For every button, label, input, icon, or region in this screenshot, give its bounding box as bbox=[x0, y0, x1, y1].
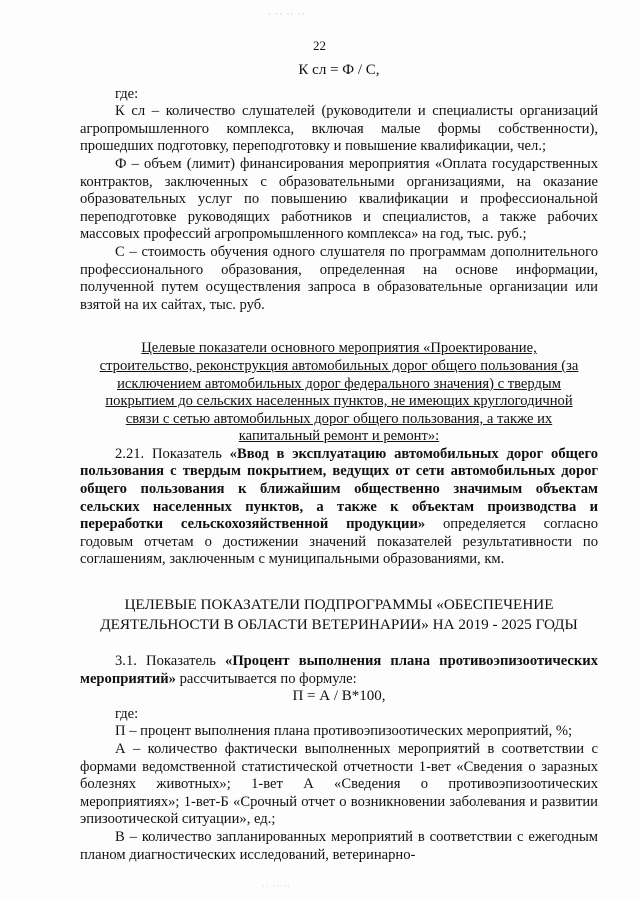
heading-line: ЦЕЛЕВЫЕ ПОКАЗАТЕЛИ ПОДПРОГРАММЫ «ОБЕСПЕЧЕНИЕ bbox=[124, 596, 554, 614]
section-heading-veterinary bbox=[80, 595, 598, 635]
indicator-2-21-rest: определяется согласно годовым отчетам о достижении значений показателей результативности по соглашениям, заключенным с муниципальными образованиями, км. bbox=[80, 516, 598, 568]
definition-ksl: К сл – количество слушателей (руководители и специалисты организаций агропромышленного комплекса, включая малые формы собственности), прошедших подготовку, переподготовку и повышение квалификации, чел.; bbox=[80, 103, 598, 155]
scan-artifact-top: · ·· ·· ·· bbox=[268, 9, 306, 19]
section-heading-roads bbox=[80, 340, 598, 446]
where-label: где: bbox=[115, 85, 139, 102]
formula-p: П = А / В*100, bbox=[292, 688, 386, 705]
heading-line: капитальный ремонт и ремонт»: bbox=[238, 428, 440, 445]
heading-line: связи с сетью автомобильных дорог общего пользования, а также их bbox=[125, 410, 553, 427]
indicator-3-1-title: «Процент выполнения плана противоэпизоотических мероприятий» bbox=[80, 653, 598, 687]
definition-b: В – количество запланированных мероприятий в соответствии с ежегодным планом диагностических исследований, ветеринарно- bbox=[80, 828, 598, 863]
heading-line: Целевые показатели основного мероприятия «Проектирование, bbox=[141, 340, 537, 357]
heading-line: ДЕЯТЕЛЬНОСТИ В ОБЛАСТИ ВЕТЕРИНАРИИ» НА 2019 - 2025 ГОДЫ bbox=[100, 616, 578, 634]
indicator-3-1-prefix: 3.1. Показатель bbox=[115, 653, 226, 670]
heading-line: исключением автомобильных дорог федерального значения) с твердым bbox=[117, 375, 561, 392]
page-number: 22 bbox=[313, 38, 326, 53]
scan-artifact-bottom: ·· ····· bbox=[262, 882, 291, 891]
definition-p: П – процент выполнения плана противоэпизоотических мероприятий, %; bbox=[115, 723, 573, 740]
formula-ksl: К сл = Ф / С, bbox=[298, 62, 380, 78]
where-label: где: bbox=[115, 705, 139, 722]
document-body bbox=[80, 62, 598, 864]
indicator-2-21 bbox=[80, 446, 598, 569]
indicator-2-21-title: «Ввод в эксплуатацию автомобильных дорог общего пользования с твердым покрытием, ведущих от сети автомобильных дорог общего пользования к ближайшим общественно значимым объектам сельских населенных пунктов, а также к объектам производства и переработки сельскохозяйственной продукции» bbox=[80, 445, 599, 533]
definition-c: С – стоимость обучения одного слушателя по программам дополнительного профессионального образования, определенная на основе информации, полученной путем осуществления запроса в образовательные организации или взятой на их сайтах, тыс. руб. bbox=[80, 243, 598, 313]
heading-line: покрытием до сельских населенных пунктов, не имеющих круглогодичной bbox=[105, 393, 573, 410]
indicator-3-1-rest: рассчитывается по формуле: bbox=[175, 670, 357, 687]
heading-line: строительство, реконструкция автомобильных дорог общего пользования (за bbox=[99, 357, 579, 374]
indicator-2-21-prefix: 2.21. Показатель bbox=[115, 445, 230, 462]
definition-a: А – количество фактически выполненных мероприятий в соответствии с формами ведомственной статистической отчетности 1-вет «Сведения о заразных болезнях животных»; 1-вет А «Сведения о противоэпизоотических мероприятиях»; 1-вет-Б «Срочный отчет о возникновении заболевания и развитии эпизоотической ситуации», ед.; bbox=[80, 741, 598, 828]
indicator-3-1 bbox=[80, 653, 598, 688]
definition-f: Ф – объем (лимит) финансирования мероприятия «Оплата государственных контрактов, заключенных с образовательными организациями, на оказание образовательных услуг по повышению квалификации и профессиональной переподготовке руководящих работников и специалистов, а также рабочих массовых профессий агропромышленного комплекса» на год, тыс. руб.; bbox=[80, 155, 598, 243]
